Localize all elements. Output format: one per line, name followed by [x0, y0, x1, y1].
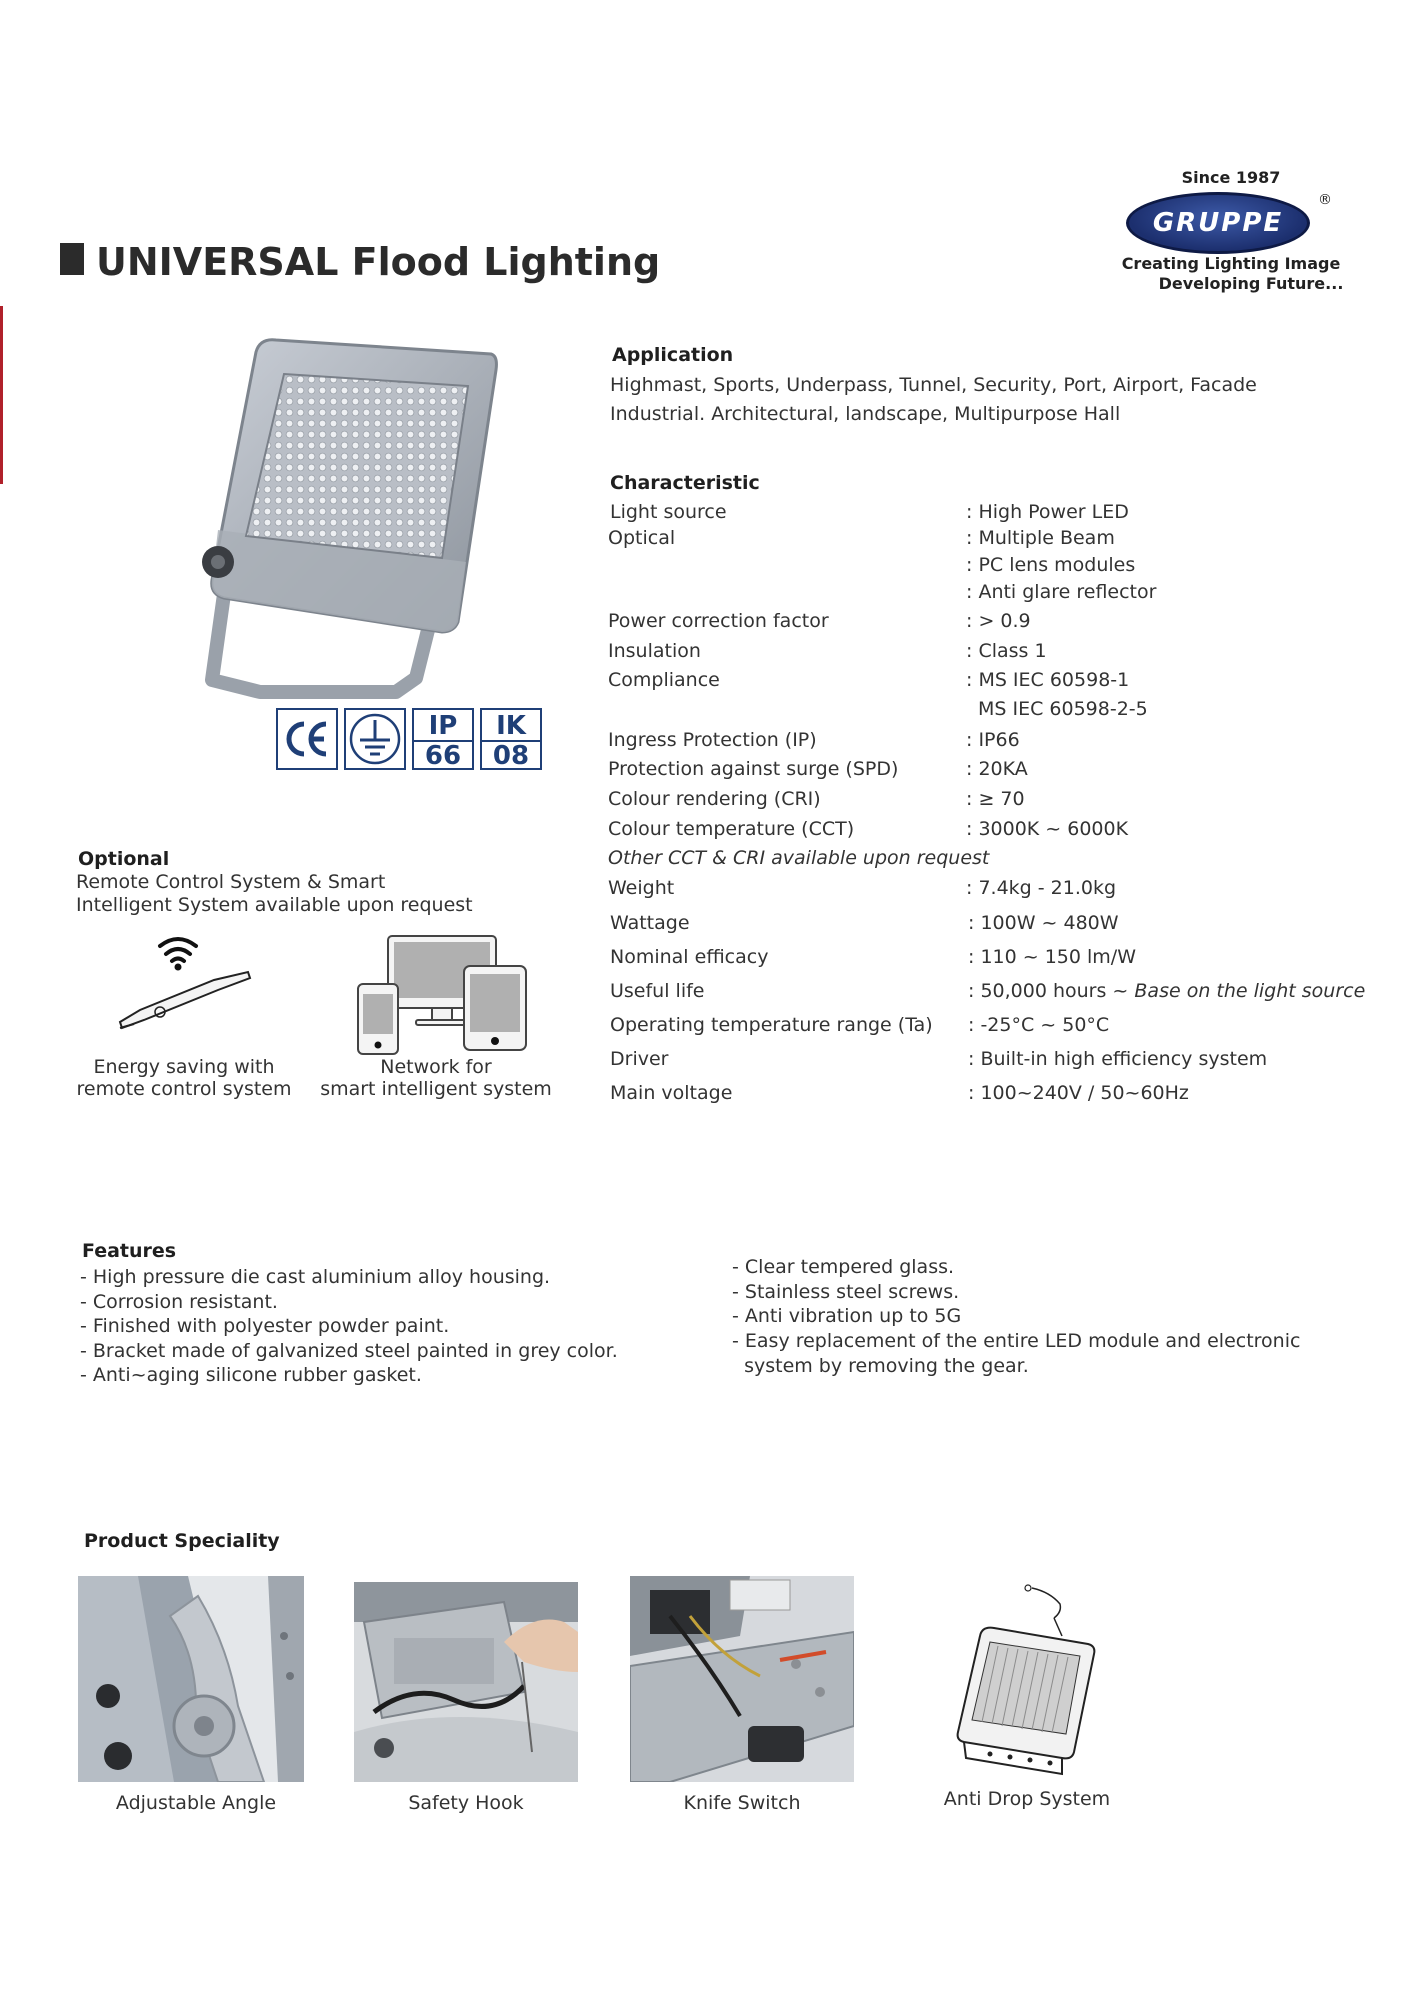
application-line-2: Industrial. Architectural, landscape, Multipurpose Hall: [610, 403, 1121, 425]
speciality-caption-safety-hook: Safety Hook: [408, 1792, 524, 1814]
characteristic-heading: Characteristic: [610, 472, 760, 494]
feature-right-5: system by removing the gear.: [732, 1355, 1029, 1377]
knife-switch-photo: [630, 1576, 854, 1782]
spec-value-compliance-1: : MS IEC 60598-1: [966, 669, 1130, 691]
application-heading: Application: [612, 344, 734, 366]
network-devices-icon: [356, 934, 530, 1058]
icon-2-caption-1: Network for: [380, 1056, 492, 1078]
feature-right-3: - Anti vibration up to 5G: [732, 1305, 962, 1327]
product-speciality-heading: Product Speciality: [84, 1530, 280, 1552]
feature-left-3: - Finished with polyester powder paint.: [80, 1315, 450, 1337]
spec-value-driver: : Built-in high efficiency system: [968, 1048, 1268, 1070]
spec-value-spd: : 20KA: [966, 758, 1028, 780]
spec-label-useful-life: Useful life: [610, 980, 705, 1002]
spec-label-insulation: Insulation: [608, 640, 701, 662]
safety-hook-photo: [354, 1582, 578, 1782]
earth-ground-badge: [344, 708, 406, 770]
spec-value-efficacy: : 110 ~ 150 lm/W: [968, 946, 1136, 968]
spec-label-light-source: Light source: [610, 501, 727, 523]
icon-1-caption-2: remote control system: [76, 1078, 292, 1100]
logo-registered-mark: ®: [1318, 192, 1332, 208]
ik-rating-badge: [480, 708, 542, 770]
feature-left-5: - Anti~aging silicone rubber gasket.: [80, 1364, 422, 1386]
spec-value-optical-1: : Multiple Beam: [966, 527, 1115, 549]
spec-label-cct: Colour temperature (CCT): [608, 818, 855, 840]
spec-value-insulation: : Class 1: [966, 640, 1047, 662]
spec-label-cri: Colour rendering (CRI): [608, 788, 821, 810]
spec-value-main-voltage: : 100~240V / 50~60Hz: [968, 1082, 1189, 1104]
spec-label-weight: Weight: [608, 877, 675, 899]
ip-badge-bottom: 66: [414, 740, 472, 770]
spec-label-power-factor: Power correction factor: [608, 610, 829, 632]
spec-value-light-source: : High Power LED: [966, 501, 1129, 523]
earth-ground-icon: [346, 710, 404, 768]
ce-mark-icon: [278, 710, 336, 768]
title-bullet-square: [60, 243, 84, 275]
ce-mark-badge: [276, 708, 338, 770]
anti-drop-system-drawing: [950, 1582, 1104, 1782]
spec-label-spd: Protection against surge (SPD): [608, 758, 899, 780]
spec-value-optical-2: : PC lens modules: [966, 554, 1136, 576]
icon-2-caption-2: smart intelligent system: [320, 1078, 552, 1100]
spec-value-useful-life: [968, 980, 1365, 1002]
adjustable-angle-photo: [78, 1576, 304, 1782]
optional-line-1: Remote Control System & Smart: [76, 871, 386, 893]
feature-left-4: - Bracket made of galvanized steel painted in grey color.: [80, 1340, 618, 1362]
spec-value-cct: : 3000K ~ 6000K: [966, 818, 1129, 840]
ip-rating-badge: [412, 708, 474, 770]
speciality-caption-anti-drop-system: Anti Drop System: [943, 1788, 1111, 1810]
spec-value-ip: : IP66: [966, 729, 1020, 751]
feature-right-4: - Easy replacement of the entire LED module and electronic: [732, 1330, 1301, 1352]
feature-left-1: - High pressure die cast aluminium alloy housing.: [80, 1266, 551, 1288]
spec-label-ip: Ingress Protection (IP): [608, 729, 817, 751]
application-line-1: Highmast, Sports, Underpass, Tunnel, Security, Port, Airport, Facade: [610, 374, 1257, 396]
spec-label-compliance: Compliance: [608, 669, 720, 691]
spec-label-wattage: Wattage: [610, 912, 690, 934]
spec-value-cri: : ≥ 70: [966, 788, 1025, 810]
spec-value-wattage: : 100W ~ 480W: [968, 912, 1119, 934]
wifi-icon: [160, 939, 196, 961]
spec-note-cct-cri: Other CCT & CRI available upon request: [608, 847, 990, 869]
spec-value-operating-temp: : -25°C ~ 50°C: [968, 1014, 1110, 1036]
spec-value-weight: : 7.4kg - 21.0kg: [966, 877, 1117, 899]
speciality-caption-knife-switch: Knife Switch: [683, 1792, 801, 1814]
logo-brand: GRUPPE: [1152, 208, 1284, 238]
feature-right-1: - Clear tempered glass.: [732, 1256, 955, 1278]
ip-badge-top: IP: [428, 711, 458, 741]
spec-label-main-voltage: Main voltage: [610, 1082, 733, 1104]
spec-label-efficacy: Nominal efficacy: [610, 946, 769, 968]
spec-value-compliance-2: MS IEC 60598-2-5: [978, 698, 1148, 720]
spec-value-useful-life-hours: : 50,000 hours ~: [968, 980, 1135, 1002]
flood-light-product-image: [196, 330, 516, 706]
spec-value-optical-3: : Anti glare reflector: [966, 581, 1157, 603]
optional-heading: Optional: [78, 848, 170, 870]
spec-value-power-factor: : > 0.9: [966, 610, 1031, 632]
features-heading: Features: [82, 1240, 177, 1262]
spec-label-operating-temp: Operating temperature range (Ta): [610, 1014, 933, 1036]
spec-label-optical: Optical: [608, 527, 676, 549]
brand-logo: [1120, 168, 1342, 300]
remote-control-streetlight-icon: [114, 928, 260, 1038]
page-title: UNIVERSAL Flood Lighting: [96, 240, 661, 284]
spec-value-useful-life-note: Base on the light source: [1134, 980, 1366, 1002]
ik-badge-top: IK: [496, 711, 526, 741]
feature-right-2: - Stainless steel screws.: [732, 1281, 960, 1303]
feature-left-2: - Corrosion resistant.: [80, 1291, 278, 1313]
logo-since: Since 1987: [1181, 168, 1281, 187]
optional-line-2: Intelligent System available upon request: [76, 894, 473, 916]
logo-tagline-2: Developing Future...: [1158, 274, 1344, 293]
icon-1-caption-1: Energy saving with: [93, 1056, 275, 1078]
logo-tagline-1: Creating Lighting Image: [1121, 254, 1341, 273]
speciality-caption-adjustable-angle: Adjustable Angle: [115, 1792, 277, 1814]
spec-label-driver: Driver: [610, 1048, 669, 1070]
side-accent-bar: [0, 306, 3, 484]
ik-badge-bottom: 08: [482, 740, 540, 770]
